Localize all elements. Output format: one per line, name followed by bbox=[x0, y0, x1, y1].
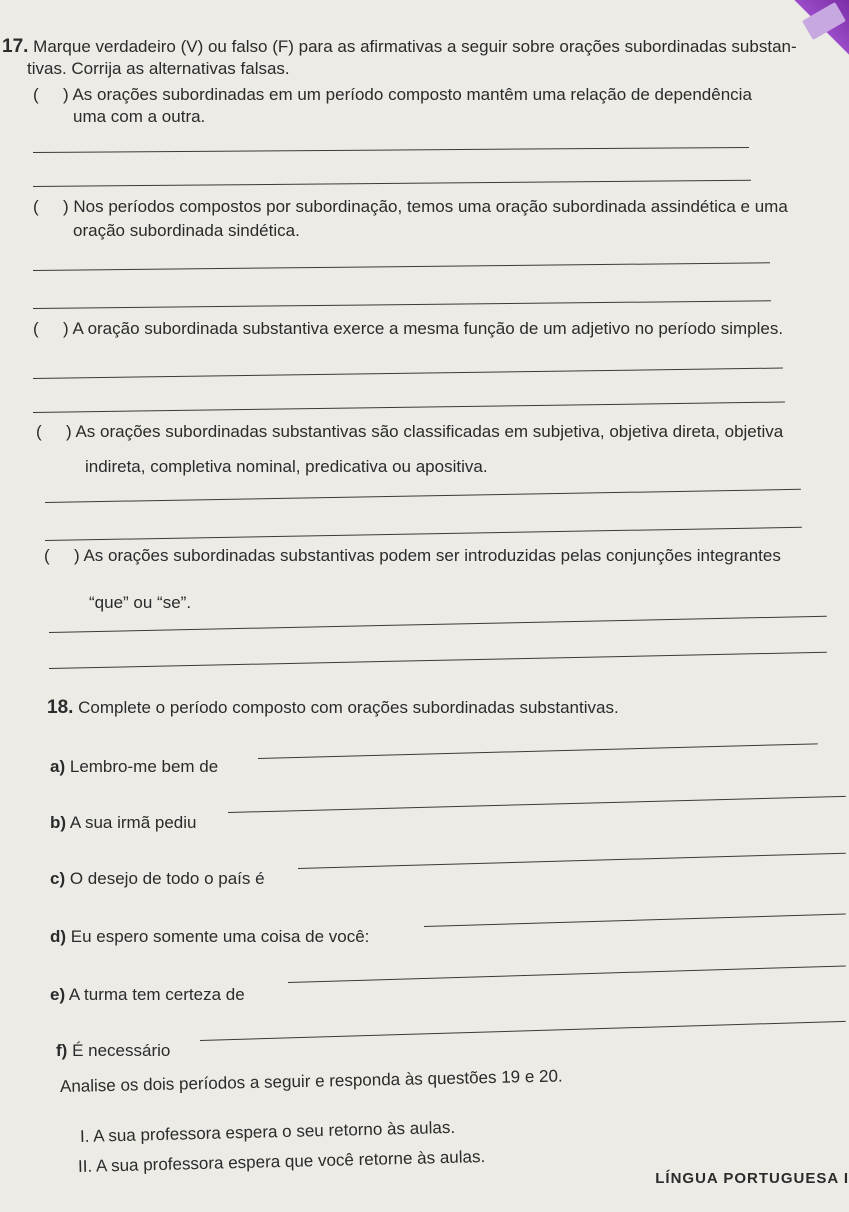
analysis-sentence-2 bbox=[78, 1146, 486, 1178]
q17-item-3-line1: ) A oração subordinada substantiva exerce a mesma função de um adjetivo no período simples. bbox=[63, 319, 784, 338]
q18-letter: d) bbox=[50, 927, 67, 946]
q18-number: 18. bbox=[47, 697, 74, 718]
q18-letter: e) bbox=[50, 985, 66, 1004]
q18-item-text: Lembro-me bem de bbox=[69, 757, 219, 776]
answer-paren[interactable]: ( bbox=[33, 197, 39, 216]
q18-item-c bbox=[50, 868, 265, 890]
q18-letter: c) bbox=[50, 869, 66, 888]
sentence-numeral: I. bbox=[79, 1126, 90, 1146]
q18-item-text: Eu espero somente uma coisa de você: bbox=[70, 927, 370, 946]
answer-line[interactable] bbox=[49, 652, 827, 669]
answer-line[interactable] bbox=[33, 300, 771, 309]
sentence-text: A sua professora espera que você retorne às aulas. bbox=[95, 1147, 486, 1176]
q17-item-4 bbox=[36, 421, 783, 443]
answer-line[interactable] bbox=[49, 616, 827, 633]
answer-paren[interactable]: ( bbox=[44, 546, 50, 565]
q17-number: 17. bbox=[2, 36, 29, 57]
q17-item-5-line2: “que” ou “se”. bbox=[89, 593, 192, 612]
answer-line[interactable] bbox=[33, 262, 770, 271]
q17-statement-line2: tivas. Corrija as alternativas falsas. bbox=[27, 59, 290, 78]
q18-item-text: A sua irmã pediu bbox=[69, 813, 197, 832]
q18-letter: f) bbox=[56, 1041, 68, 1060]
q18-statement: Complete o período composto com orações subordinadas substantivas. bbox=[78, 698, 619, 717]
q18-letter: b) bbox=[50, 813, 67, 832]
answer-line[interactable] bbox=[200, 1021, 846, 1041]
q17-item-1 bbox=[33, 84, 752, 106]
answer-paren[interactable]: ( bbox=[33, 85, 39, 104]
footer-subject-label: LÍNGUA PORTUGUESA I bbox=[655, 1170, 849, 1187]
answer-line[interactable] bbox=[45, 527, 802, 541]
q18-item-b bbox=[50, 812, 196, 834]
corner-decoration bbox=[789, 0, 849, 60]
q17-item-4-line1: ) As orações subordinadas substantivas são classificadas em subjetiva, objetiva direta, objetiva bbox=[66, 422, 784, 441]
answer-line[interactable] bbox=[45, 489, 801, 503]
q17-item-3 bbox=[33, 318, 783, 340]
answer-line[interactable] bbox=[288, 965, 846, 983]
answer-line[interactable] bbox=[33, 147, 749, 153]
answer-line[interactable] bbox=[33, 180, 751, 187]
answer-line[interactable] bbox=[228, 796, 846, 813]
sentence-numeral: II. bbox=[77, 1156, 93, 1176]
q18-header bbox=[47, 697, 619, 719]
answer-paren[interactable]: ( bbox=[36, 422, 42, 441]
answer-line[interactable] bbox=[424, 913, 846, 927]
answer-line[interactable] bbox=[33, 368, 783, 379]
sentence-text: A sua professora espera o seu retorno às aulas. bbox=[93, 1117, 456, 1146]
q17-item-5-line1: ) As orações subordinadas substantivas podem ser introduzidas pelas conjunções integrantes bbox=[74, 546, 781, 565]
q17-statement-line1: Marque verdadeiro (V) ou falso (F) para as afirmativas a seguir sobre orações subordinadas substan- bbox=[33, 37, 797, 56]
q17-item-1-line1: ) As orações subordinadas em um período composto mantêm uma relação de dependência bbox=[63, 85, 752, 104]
analysis-sentence-1 bbox=[80, 1117, 456, 1148]
q18-item-d bbox=[50, 926, 369, 948]
q18-item-f bbox=[56, 1040, 170, 1062]
q18-item-text: É necessário bbox=[72, 1041, 171, 1060]
q18-item-text: O desejo de todo o país é bbox=[69, 869, 265, 888]
q17-item-2-line2: oração subordinada sindética. bbox=[73, 221, 300, 240]
q18-item-a bbox=[50, 756, 218, 778]
q17-item-1-line2: uma com a outra. bbox=[73, 107, 206, 126]
q18-item-text: A turma tem certeza de bbox=[68, 985, 245, 1004]
q17-item-2 bbox=[33, 196, 788, 218]
q18-item-e bbox=[50, 984, 245, 1006]
answer-paren[interactable]: ( bbox=[33, 319, 39, 338]
q17-header bbox=[2, 36, 797, 58]
answer-line[interactable] bbox=[258, 743, 818, 759]
q17-item-5 bbox=[44, 545, 781, 567]
q17-item-4-line2: indireta, completiva nominal, predicativa ou apositiva. bbox=[85, 457, 488, 476]
analysis-intro: Analise os dois períodos a seguir e responda às questões 19 e 20. bbox=[59, 1066, 563, 1096]
q18-letter: a) bbox=[50, 757, 66, 776]
q17-item-2-line1: ) Nos períodos compostos por subordinação, temos uma oração subordinada assindética e uma bbox=[63, 197, 788, 216]
answer-line[interactable] bbox=[33, 402, 785, 413]
answer-line[interactable] bbox=[298, 853, 846, 869]
